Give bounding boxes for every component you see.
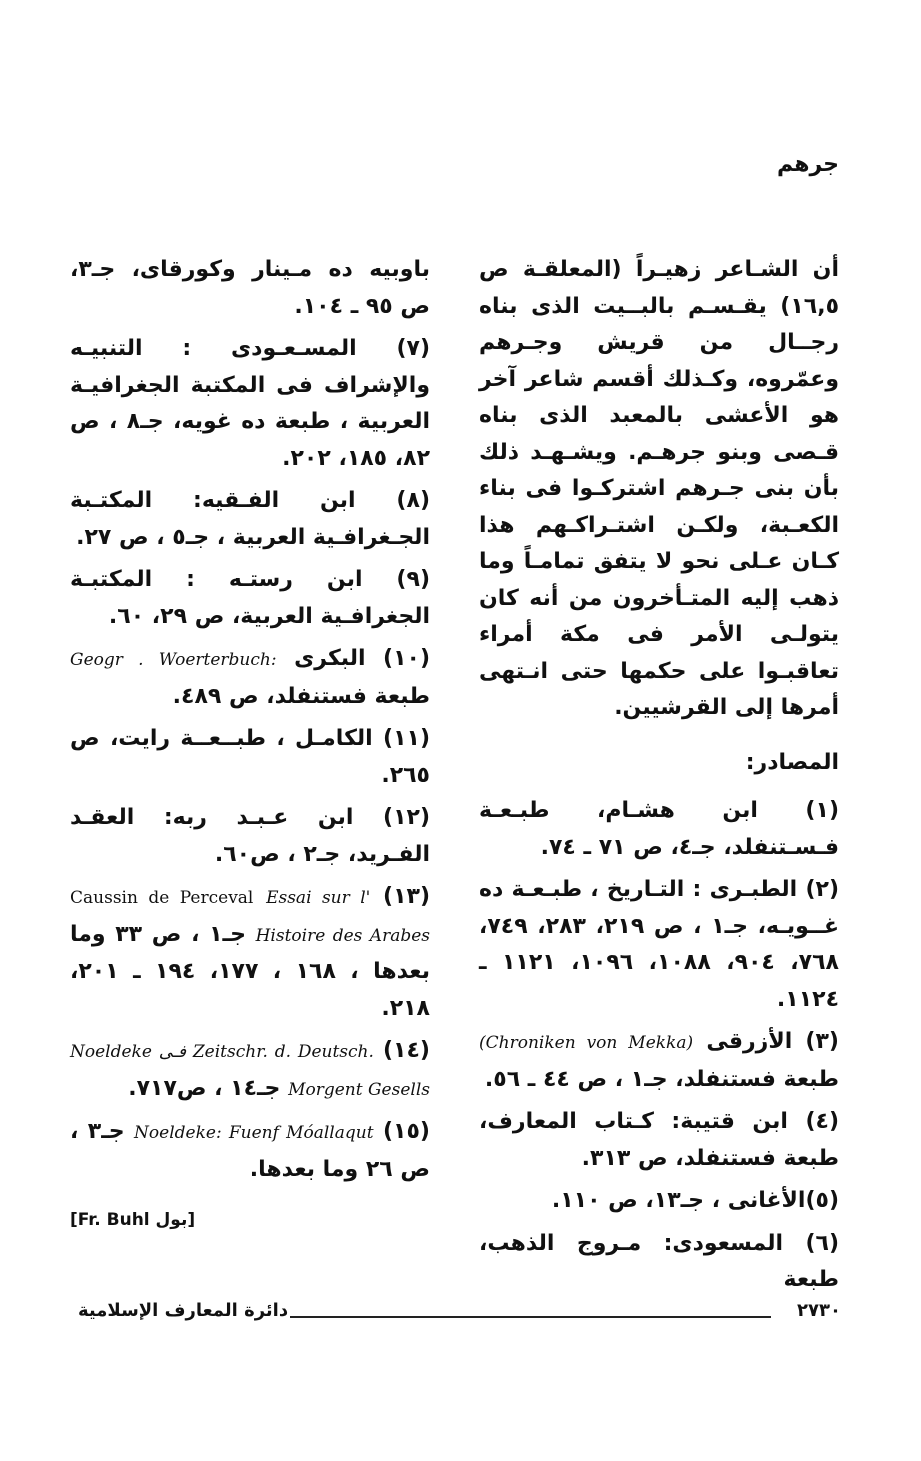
source-entry-8: (٨) ابن الفـقيه: المكتـبة الجـغرافـية العربية ، جـ٥ ، ص ٢٧. — [70, 488, 430, 550]
source-entry-13-suffix: جـ١ ، ص ٣٣ وما بعدها ، ١٦٨ ، ١٧٧، ١٩٤ ـ ٢٠١، ٢١٨. — [70, 921, 430, 1021]
source-entry-10 — [70, 641, 430, 715]
source-entry-11: (١١) الكامـل ، طبــعــة رايت، ص ٢٦٥. — [70, 726, 430, 788]
page-number: ٢٧٣٠ — [797, 1300, 841, 1321]
source-entry-10-suffix: طبعة فستنفلد، ص ٤٨٩. — [172, 683, 430, 709]
source-entry-14-suffix: جـ١٤ ، ص٧١٧. — [128, 1075, 281, 1101]
source-entry-5: (٥)الأغانى ، جـ١٣، ص ١١٠. — [551, 1188, 839, 1213]
source-entry-3 — [479, 1024, 839, 1098]
right-column — [479, 252, 839, 1305]
source-entry-6: (٦) المسعودى: مـروج الذهب، طبعة — [479, 1230, 839, 1292]
footer-rule — [290, 1316, 771, 1318]
page-header-title: جرهم — [776, 152, 839, 177]
footer-journal-title: دائرة المعارف الإسلامية — [78, 1300, 289, 1321]
source-entry-12: (١٢) ابن عـبـد ربه: العقـد الفـريد، جـ٢ ، ص٦٠. — [70, 805, 430, 867]
source-entry-14-latin: Noeldeke فـى Zeitschr. d. Deutsch. Morgent Gesells — [70, 1042, 430, 1100]
source-entry-9: (٩) ابن رستـه : المكتبـة الجغرافـية العربية، ص ٢٩، ٦٠. — [70, 567, 430, 629]
page-footer — [78, 1300, 841, 1330]
source-entry-10-latin: Geogr . Woerterbuch: — [70, 650, 277, 670]
source-entry-13-prefix: (١٣) — [383, 884, 430, 909]
source-entry-7: (٧) المسـعـودى : التنبيـه والإشراف فى المكتبة الجغرافيـة العربية ، طبعة ده غويه، جـ٨ ، ص ٨٢، ١٨٥، ٢٠٢. — [70, 336, 430, 471]
author-signature: [Fr. Buhl بول] — [70, 1210, 196, 1230]
source-entry-13-title: Essai sur l' Histoire des Arabes — [255, 888, 431, 946]
source-entry-10-prefix: (١٠) البكرى — [294, 646, 430, 671]
source-entry-3-prefix: (٣) الأزرقى — [706, 1029, 839, 1054]
source-entry-14-prefix: (١٤) — [382, 1038, 430, 1063]
body-paragraph: أن الشـاعر زهيـراً (المعلقـة ص ١٦,٥) يقـسـم بالبــيت الذى بناه رجــال من قريش وجـرهم وعمّروه، وكـذلك أقسم شاعر آخر هو الأعشى بالمعبد الذى بناه قـصى وبنو جرهـم. ويشـهـد ذلك بأن بنى جـرهم اشتركـوا فى بناء الكعـبة، ولكـن اشتـراكـهم هذا كـان عـلى نحو لا يتفق تمامـاً وما ذهب إليه المتـأخرون من أنه كان يتولـى الأمر فى مكة أمراء تعاقبـوا على حكمها حتى انـتهى أمرها إلى القرشيين. — [479, 257, 839, 720]
source-entry-15 — [70, 1114, 430, 1188]
source-entry-14 — [70, 1033, 430, 1108]
source-entry-3-latin: (Chroniken von Mekka) — [479, 1033, 694, 1053]
sources-heading: المصادر: — [745, 749, 839, 775]
source-entry-15-suffix: جـ٣ ، ص ٢٦ وما بعدها. — [70, 1119, 430, 1182]
source-entry-15-latin: Noeldeke: Fuenf Móallaqut — [134, 1123, 374, 1143]
source-entry-15-prefix: (١٥) — [382, 1119, 430, 1144]
source-entry-1: (١) ابن هشـام، طبـعـة فـسـتنفلد، جـ٤، ص ٧١ ـ ٧٤. — [479, 798, 839, 860]
source-entry-2: (٢) الطبـرى : التـاريخ ، طبـعـة ده غــويـه، جـ١ ، ص ٢١٩، ٢٨٣، ٧٤٩، ٧٦٨، ٩٠٤، ١٠٨٨، ١٠٩٦، ١١٢١ ـ ١١٢٤. — [479, 877, 839, 1012]
source-entry-3-suffix: طبعة فستنفلد، جـ١ ، ص ٤٤ ـ ٥٦. — [484, 1066, 839, 1092]
source-entry-13 — [70, 879, 430, 1027]
left-column — [70, 252, 430, 1239]
source-entry-6-continued: باوبيه ده مـينار وكورقاى، جـ٣، ص ٩٥ ـ ١٠٤. — [70, 257, 430, 319]
source-entry-13-author: Caussin de Perceval — [70, 888, 254, 908]
source-entry-4: (٤) ابن قتيبة: كـتاب المعارف، طبعة فستنفلد، ص ٣١٣. — [479, 1109, 839, 1171]
